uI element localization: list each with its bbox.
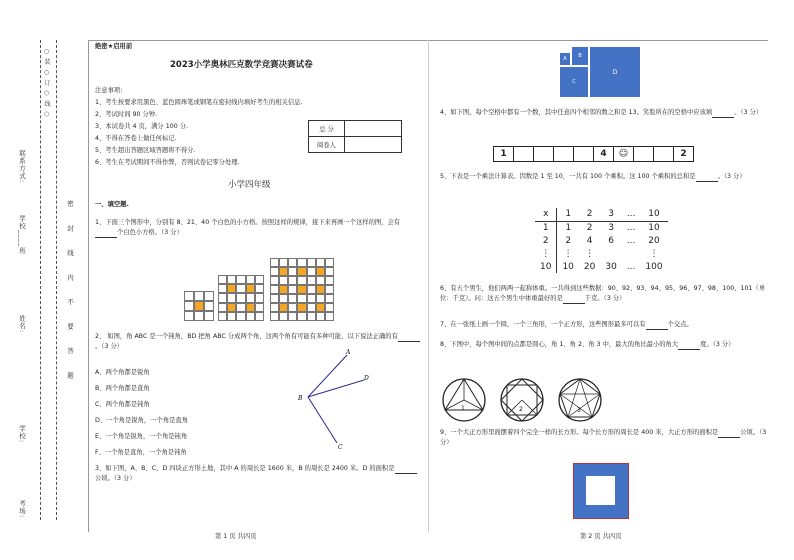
circle-label-2: 2 — [519, 406, 523, 413]
pattern-figure-2 — [218, 275, 264, 321]
question-1 — [95, 218, 420, 238]
contact-label: 联系方式: — [18, 150, 26, 184]
school-label: 学校: — [18, 425, 26, 444]
number-strip — [493, 146, 694, 162]
question-6-text: 6、有五个男生，他们两两一起称体重。一共得到这些数据：90、92、93、94、95、96、97、98、100、101（单位：千克）。问：这五个男生中体重最好的是 — [440, 285, 766, 302]
score-cell-grader[interactable] — [345, 137, 402, 153]
label-d: D — [364, 375, 369, 382]
question-8-end: 度。（3 分） — [700, 341, 735, 348]
exam-title: 2023小学奥林匹克数学竞赛决赛试卷 — [170, 60, 313, 70]
notice-4: 4、不得在答卷上做任何标记. — [95, 135, 177, 142]
pattern-figure-1 — [184, 291, 214, 321]
circle-label-1: 1 — [461, 405, 465, 412]
question-5 — [440, 172, 768, 182]
circle-figure-3 — [559, 379, 601, 421]
pattern-figure-3 — [270, 258, 334, 321]
mult-cell: 2 — [579, 208, 600, 221]
smiley-cell: ☺ — [614, 147, 634, 162]
notice-2: 2、考试时间 90 分钟. — [95, 111, 158, 118]
answer-blank-4[interactable] — [712, 111, 734, 118]
mult-cell: 2 — [586, 222, 593, 233]
option-e: E、一个角是锐角，一个角是钝角 — [95, 433, 188, 440]
strip-cell-8 — [634, 147, 654, 162]
answer-blank-1[interactable] — [95, 231, 117, 238]
square-c: C — [559, 66, 589, 98]
multiplication-table — [535, 208, 668, 273]
option-c: C、两个角都是钝角 — [95, 401, 150, 408]
option-a: A、两个角都是锐角 — [95, 369, 150, 376]
circle-figure-2 — [501, 379, 543, 421]
name-label: 姓名: — [18, 315, 26, 334]
score-table — [308, 120, 402, 153]
notice-6: 6、考生在考试期间不得作弊，否则试卷记零分处理. — [95, 159, 240, 166]
class-label: 学校____班 — [18, 215, 26, 255]
strip-cell-5 — [574, 147, 594, 162]
square-b: B — [571, 46, 589, 66]
mult-cell: ⋮ — [563, 248, 573, 259]
strip-cell-4 — [554, 147, 574, 162]
question-3-end: 公顷。（3 分） — [95, 474, 136, 482]
mult-cell: 3 — [608, 222, 614, 233]
question-4-text: 4、如下图，每个空格中都有一个数，其中任意四个相邻的数之和是 13。笑脸所在的空格中应该填 — [440, 109, 713, 116]
mult-cell: 3 — [600, 208, 621, 221]
answer-blank-9[interactable] — [718, 431, 740, 438]
mult-cell: ... — [626, 261, 636, 272]
question-4-end: 。（3 分） — [734, 109, 763, 116]
label-a: A — [346, 349, 351, 356]
option-d: D、一个角是锐角，一个角是直角 — [95, 417, 189, 424]
notice-3: 3、本试卷共 4 页，满分 100 分. — [95, 123, 189, 130]
answer-blank-7[interactable] — [646, 323, 668, 330]
ray-bc — [308, 397, 337, 443]
circle-seal-text: ○ 装 ○ 订 ○ 线 ○ — [43, 48, 50, 119]
option-f: F、一个角是直角，一个角是钝角 — [95, 449, 187, 456]
mult-row — [535, 221, 668, 234]
notice-1: 1、考生按要求用黑色、蓝色圆珠笔或钢笔在密封线内填好考生的相关信息. — [95, 99, 303, 106]
room-label: 考场: — [18, 500, 26, 519]
mult-cell: ... — [622, 208, 641, 221]
answer-blank-6[interactable] — [563, 297, 585, 304]
squares-figure — [559, 46, 659, 98]
question-7-end: 个交点。 — [667, 321, 693, 328]
secret-label: 绝密★启用前 — [95, 43, 133, 50]
mult-cell: 2 — [535, 234, 557, 247]
mult-cell: 10 — [648, 222, 660, 233]
circles-figure — [440, 376, 605, 424]
question-6-end: 千克。（3 分） — [584, 294, 626, 302]
answer-blank-2[interactable] — [398, 335, 420, 342]
mult-cell: 10 — [562, 261, 574, 272]
mult-cell: 20 — [583, 261, 596, 272]
question-9 — [440, 428, 768, 448]
mult-cell: ⋮ — [535, 247, 557, 260]
mult-row — [535, 247, 668, 260]
mult-row — [535, 234, 668, 247]
square-a: A — [559, 52, 571, 66]
answer-blank-5[interactable] — [696, 175, 718, 182]
circle-figure-1 — [443, 379, 485, 421]
inner-square — [586, 476, 615, 505]
mult-row — [535, 260, 668, 273]
notice-5: 5、考生超出答题区域答题将不得分. — [95, 147, 196, 154]
section-1-title: 一、填空题. — [95, 201, 129, 208]
question-6 — [440, 284, 768, 304]
strip-cell-3 — [534, 147, 554, 162]
strip-cell-10: 2 — [674, 147, 694, 162]
mult-cell: x — [535, 208, 557, 221]
page-divider — [428, 40, 429, 532]
question-1-end: 个白色小方格。（3 分） — [117, 228, 183, 236]
mult-cell: ⋮ — [649, 248, 659, 259]
mult-cell: ⋮ — [585, 248, 595, 259]
label-b: B — [298, 395, 303, 402]
score-label-grader: 阅卷人 — [309, 137, 345, 153]
question-8-text: 8、下图中，每个图中间的点都是圆心，角 1、角 2、角 3 中，最大的角比最小的角大 — [440, 341, 679, 348]
mult-header-row — [535, 208, 668, 221]
mult-cell: 30 — [605, 261, 617, 272]
question-3-text: 3、如下图，A、B、C、D 四块正方形土地，其中 A 的周长是 1600 米，B 的周长是 2400 米。D 的面积是 — [95, 465, 395, 472]
score-label-total: 总 分 — [309, 121, 345, 137]
score-cell-total[interactable] — [345, 121, 402, 137]
mult-cell — [600, 247, 621, 260]
question-4 — [440, 108, 768, 118]
strip-cell-6: 4 — [594, 147, 614, 162]
mult-cell: 100 — [645, 261, 663, 272]
question-5-end: 。（3 分） — [717, 173, 746, 180]
square-d: D — [589, 46, 641, 98]
strip-cell-1: 1 — [494, 147, 514, 162]
mult-cell: ... — [626, 235, 636, 246]
notice-title: 注意事项: — [95, 87, 123, 94]
grade-title: 小学四年级 — [228, 180, 271, 190]
page-2-footer: 第 2 页 共四页 — [580, 533, 622, 540]
angle-diagram — [290, 345, 370, 455]
label-c: C — [338, 444, 343, 451]
question-7 — [440, 320, 768, 330]
mult-cell — [622, 247, 641, 260]
mult-cell: 1 — [557, 208, 579, 221]
question-2-text: 2、 如图，角 ABC 是一个钝角，BD 把角 ABC 分成两个角，这两个角有可能有多种可能，以下说法正确的有 — [95, 333, 398, 340]
question-8 — [440, 340, 768, 350]
strip-cell-9 — [654, 147, 674, 162]
strip-cell-2 — [514, 147, 534, 162]
mult-cell: 20 — [648, 235, 660, 246]
question-1-text: 1、下面三个图形中，分别有 8、21、40 个白色的小方格。按照这样的规律，接下来再画一个这样的图，会有 — [95, 219, 401, 226]
question-7-text: 7、在一张纸上画一个圆，一个三角形，一个正方形，这些图形最多可以有 — [440, 321, 646, 328]
question-2-end: 。（3 分） — [95, 342, 124, 350]
mult-cell: 10 — [640, 208, 667, 221]
question-2 — [95, 332, 420, 352]
left-rule — [88, 40, 89, 532]
page-1-footer: 第 1 页 共四页 — [215, 533, 257, 540]
option-b: B、两个角都是直角 — [95, 385, 150, 392]
mult-cell: 10 — [535, 260, 557, 273]
question-9-end: 公顷。（3 分） — [440, 429, 767, 446]
mult-cell: 6 — [608, 235, 614, 246]
seal-warning: 密 封 线 内 不 要 答 题 — [66, 200, 74, 387]
mult-cell: 2 — [565, 235, 572, 246]
mult-cell: 1 — [535, 221, 557, 234]
answer-blank-3[interactable] — [395, 467, 417, 474]
big-square-figure — [573, 463, 629, 519]
answer-blank-8[interactable] — [678, 343, 700, 350]
mult-cell: ... — [626, 222, 636, 233]
mult-cell: 1 — [565, 222, 572, 233]
question-3 — [95, 464, 420, 484]
circle-label-3: 3 — [577, 407, 581, 414]
mult-cell: 4 — [586, 235, 593, 246]
question-5-text: 5、下表是一个乘法计算表。因数是 1 至 10，一共有 100 个乘积。这 100 个乘积的总和是 — [440, 173, 696, 180]
question-9-text: 9、一个大正方形里面摆着四个完全一样的长方形。每个长方形的周长是 400 米，大正方形的面积是 — [440, 429, 719, 436]
